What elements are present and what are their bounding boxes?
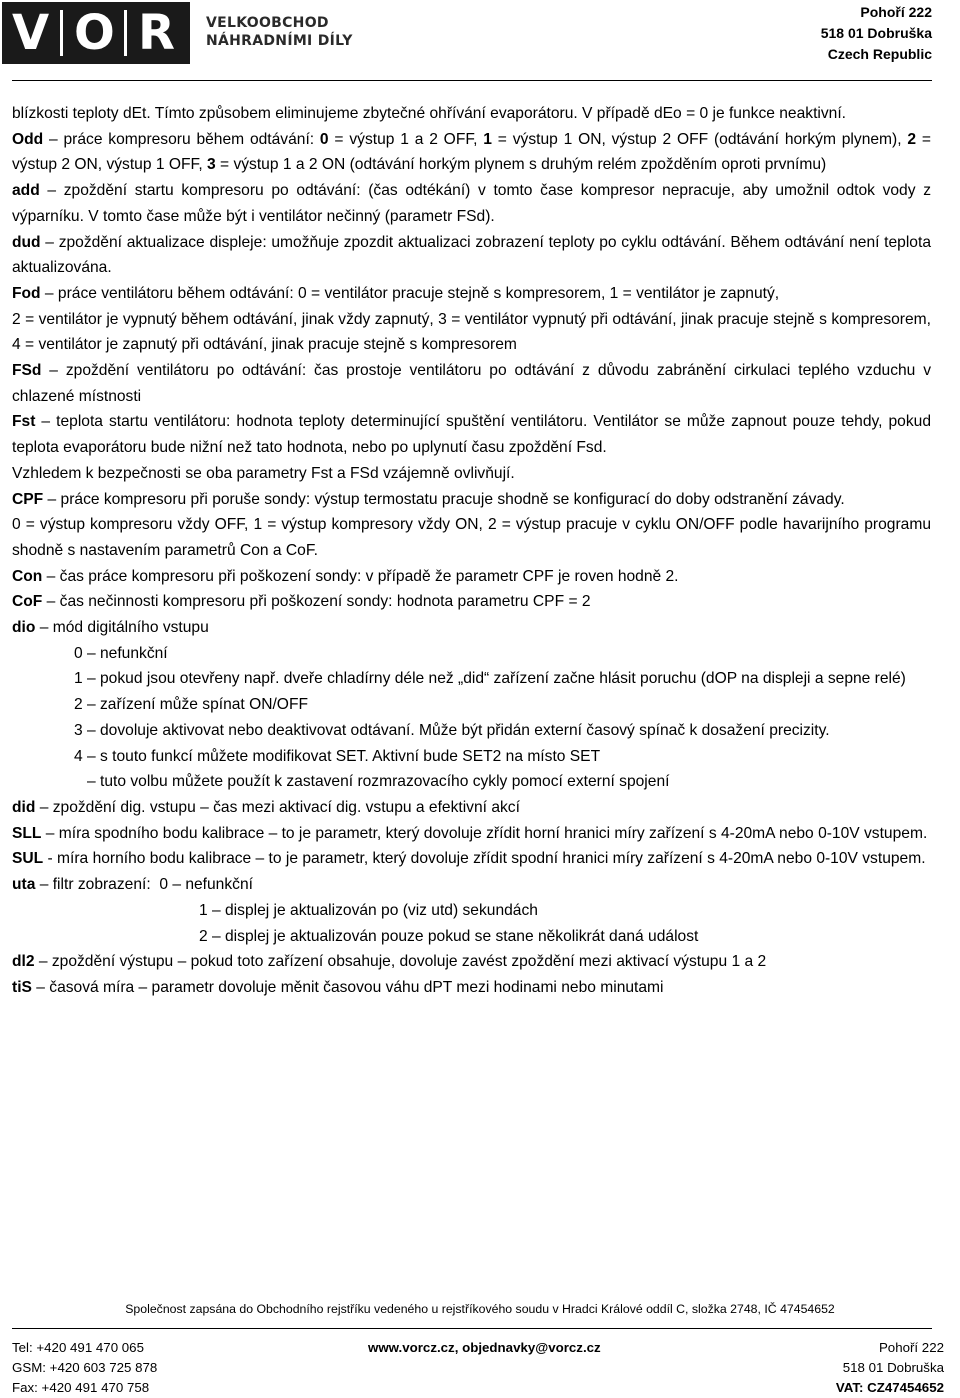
address-line: 518 01 Dobruška xyxy=(842,1360,944,1375)
param-key: uta xyxy=(12,876,36,894)
logo-letter-o: O xyxy=(74,5,115,61)
logo-tagline-line1: VELKOOBCHOD xyxy=(206,15,329,31)
param-uta: uta – filtr zobrazení: 0 – nefunkční xyxy=(12,876,253,894)
param-key: Fod xyxy=(12,284,41,302)
param-dud: dud – zpoždění aktualizace displeje: umožňuje zpozdit aktualizaci zobrazení teploty po cyklu odtávání. Během odtávání není teplota aktualizována. xyxy=(12,233,931,277)
option-item: 3 – dovoluje aktivovat nebo deaktivovat odtávaní. Může být přidán externí časový spínač k dosažení precizity. xyxy=(74,721,830,739)
param-did: did – zpoždění dig. vstupu – čas mezi aktivací dig. vstupu a efektivní akcí xyxy=(12,798,520,816)
param-con: Con – čas práce kompresoru při poškození sondy: v případě že parametr CPF je roven hodně 2. xyxy=(12,567,679,585)
logo-tagline-line2: NÁHRADNÍMI DÍLY xyxy=(206,33,353,49)
logo-divider xyxy=(124,10,127,56)
option-item: – tuto volbu můžete použít k zastavení rozmrazovacího cykly pomocí externí spojení xyxy=(74,773,670,791)
document-body xyxy=(12,101,931,1001)
param-key: Con xyxy=(12,567,43,585)
footer-web-link[interactable]: www.vorcz.cz, objednavky@vorcz.cz xyxy=(368,1340,601,1355)
footer-gsm: GSM: +420 603 725 878 xyxy=(12,1360,158,1375)
logo-letter-r: R xyxy=(138,5,175,61)
option-item: 4 – s touto funkcí můžete modifikovat SET. Aktivní bude SET2 na místo SET xyxy=(74,747,601,765)
param-key: dl2 xyxy=(12,953,35,971)
option-item: 2 – displej je aktualizován pouze pokud se stane několikrát daná událost xyxy=(199,927,699,945)
logo-tagline xyxy=(206,14,353,50)
option-item: 1 – pokud jsou otevřeny např. dveře chladírny déle než „did“ zařízení začne hlásit poruchu (dOP na displeji a sepne relé) xyxy=(74,670,906,688)
param-fst: Fst – teplota startu ventilátoru: hodnota teploty determinující spuštění ventilátoru. Ventilátor se může zapnout pouze tehdy, pokud teplota evaporátoru bude nižní než tato hodnota, nebo po uplynutí času zpoždění Fsd. xyxy=(12,413,931,457)
paragraph: 0 = výstup kompresoru vždy OFF, 1 = výstup kompresory vždy ON, 2 = výstup pracuje v cyklu ON/OFF podle havarijního programu shodně s nastavením parametrů Con a CoF. xyxy=(12,516,931,559)
address-line: 518 01 Dobruška xyxy=(820,25,932,41)
address-line: Czech Republic xyxy=(827,46,932,62)
param-fsd: FSd – zpoždění ventilátoru po odtávání: čas prostoje ventilátoru po odtávání z důvodu zabránění cirkulaci teplého vzduchu v chlazené místnosti xyxy=(12,362,931,405)
param-dl2: dl2 – zpoždění výstupu – pokud toto zařízení obsahuje, dovoluje zavést zpoždění mezi aktivací výstupu 1 a 2 xyxy=(12,953,767,971)
param-add: add – zpoždění startu kompresoru po odtávání: (čas odtékání) v tomto čase kompresor nepracuje, aby umožnil odtok vody z výparníku. V tomto čase může být i ventilátor nečinný (parametr FSd). xyxy=(12,182,931,225)
param-sul: SUL - míra horního bodu kalibrace – to je parametr, který dovoluje zřídit spodní hranici míry zařízení s 4-20mA nebo 0-10V vstupem. xyxy=(12,850,926,868)
logo-divider xyxy=(60,10,63,56)
vor-logo xyxy=(2,2,190,64)
param-tis: tiS – časová míra – parametr dovoluje měnit časovou váhu dPT mezi hodinami nebo minutami xyxy=(12,978,664,996)
param-cof: CoF – čas nečinnosti kompresoru při poškození sondy: hodnota parametru CPF = 2 xyxy=(12,593,591,611)
footer-registry: Společnost zapsána do Obchodního rejstříku vedeného u rejstříkového soudu v Hradci Králové oddíl C, složka 2748, IČ 47454652 xyxy=(125,1302,835,1316)
param-key: FSd xyxy=(12,362,42,380)
param-odd: Odd – práce kompresoru během odtávání: 0 = výstup 1 a 2 OFF, 1 = výstup 1 ON, výstup 2 OFF (odtávání horkým plynem), 2 = výstup 2 ON, výstup 1 OFF, 3 = výstup 1 a 2 ON (odtávání horkým plynem s druhým relém zpožděním oproti prvnímu) xyxy=(12,130,931,174)
logo-letter-v: V xyxy=(12,5,50,61)
footer-phone: Tel: +420 491 470 065 xyxy=(12,1340,144,1355)
param-key: add xyxy=(12,182,40,200)
param-key: CoF xyxy=(12,593,43,611)
param-key: dud xyxy=(12,233,41,251)
param-key: did xyxy=(12,798,36,816)
param-key: SLL xyxy=(12,824,42,842)
header-divider xyxy=(12,80,932,81)
header-address xyxy=(821,2,932,65)
option-item: 1 – displej je aktualizován po (viz utd) sekundách xyxy=(199,901,538,919)
param-cpf: CPF – práce kompresoru při poruše sondy: výstup termostatu pracuje shodně se konfigurací do doby odstranění závady. xyxy=(12,490,845,508)
footer-fax: Fax: +420 491 470 758 xyxy=(12,1380,150,1395)
paragraph: blízkosti teploty dEt. Tímto způsobem eliminujeme zbytečné ohřívání evaporátoru. V případě dEo = 0 je funkce neaktivní. xyxy=(12,105,846,122)
address-line: Pohoří 222 xyxy=(860,4,932,20)
option-item: 0 – nefunkční xyxy=(74,644,168,662)
paragraph: 2 = ventilátor je vypnutý během odtávání, jinak vždy zapnutý, 3 = ventilátor vypnutý při odtávání, jinak pracuje stejně s kompresorem, 4 = ventilátor je zapnutý při odtávání, jinak pracuje stejně s kompresorem xyxy=(12,310,931,354)
footer-contacts xyxy=(12,1338,157,1398)
footer-address xyxy=(836,1338,944,1398)
param-dio: dio – mód digitálního vstupu xyxy=(12,619,209,637)
page-header xyxy=(0,0,960,80)
paragraph: Vzhledem k bezpečnosti se oba parametry Fst a FSd vzájemně ovlivňují. xyxy=(12,464,515,482)
param-key: Fst xyxy=(12,413,36,431)
option-item: 2 – zařízení může spínat ON/OFF xyxy=(74,696,308,714)
param-fod: Fod – práce ventilátoru během odtávání: 0 = ventilátor pracuje stejně s kompresorem, 1 = ventilátor je zapnutý, xyxy=(12,284,780,302)
vat-number: VAT: CZ47454652 xyxy=(835,1380,944,1395)
param-key: dio xyxy=(12,619,36,637)
address-line: Pohoří 222 xyxy=(878,1340,944,1355)
param-key: tiS xyxy=(12,978,32,996)
footer-divider xyxy=(12,1328,932,1329)
param-key: Odd xyxy=(12,130,44,148)
param-key: SUL xyxy=(12,850,44,868)
param-key: CPF xyxy=(12,490,44,508)
param-sll: SLL – míra spodního bodu kalibrace – to je parametr, který dovoluje zřídit horní hranici míry zařízení s 4-20mA nebo 0-10V vstupem. xyxy=(12,824,928,842)
